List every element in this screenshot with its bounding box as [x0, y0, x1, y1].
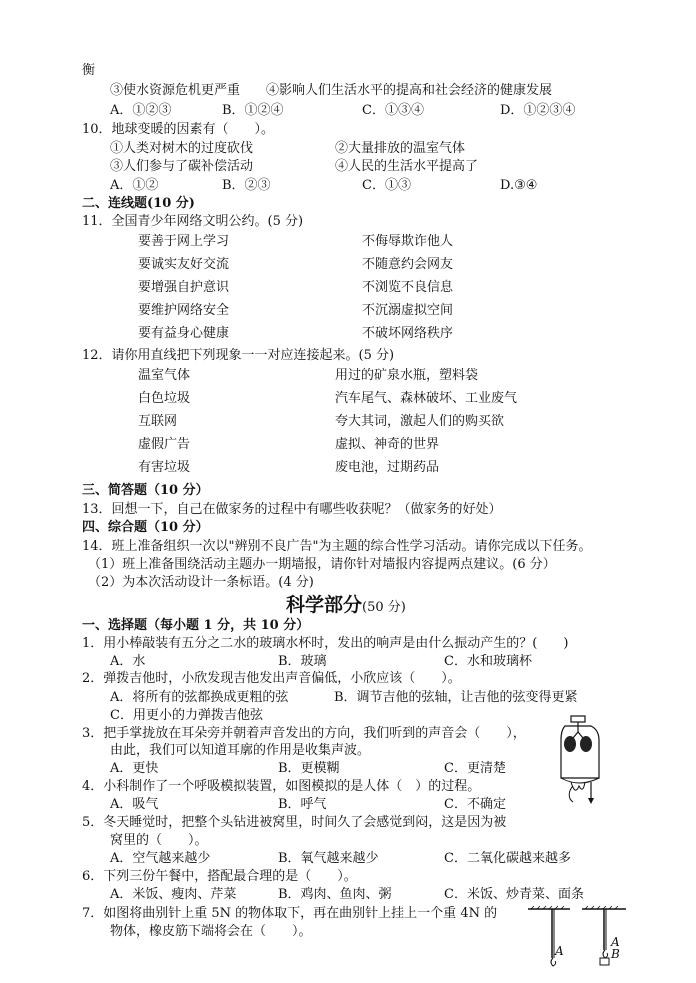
text-line: 衡 [82, 63, 96, 78]
science-title: 科学部分(50 分) [286, 594, 406, 616]
match-right: 汽车尾气、森林破坏、工业废气 [335, 391, 518, 406]
match-right: 不浏览不良信息 [362, 280, 454, 295]
question-6: 6．下列三份午餐中，搭配最合理的是（ ）。 [82, 869, 357, 884]
option-b: B．调节吉他的弦轴，让吉他的弦变得更紧 [334, 690, 578, 705]
question-7-cont: 物体，橡皮筋下端将会在（ ）。 [110, 924, 312, 939]
match-right: 不破坏网络秩序 [362, 326, 454, 341]
question-2: 2．弹拨吉他时，小欣发现吉他发出声音偏低，小欣应该（ ）。 [82, 671, 461, 686]
point-a-label: A [555, 944, 564, 958]
item: ③人们参与了碳补偿活动 [110, 159, 254, 174]
option-b: B．①②④ [222, 103, 284, 118]
option-a: A．更快 [110, 761, 159, 776]
match-right: 废电池，过期药品 [335, 460, 440, 475]
option-b: B．呼气 [278, 797, 327, 812]
match-left: 白色垃圾 [138, 391, 191, 406]
option-a: A．吸气 [110, 797, 159, 812]
match-left: 要增强自护意识 [138, 280, 230, 295]
option-c: C．①③ [362, 178, 411, 193]
option-c: C．更清楚 [444, 761, 506, 776]
option-b: B．氧气越来越少 [278, 851, 379, 866]
breathing-model-figure [555, 716, 605, 808]
sub-question: （1）班上准备围绕活动主题办一期墙报，请你针对墙报内容提两点建议。(6 分） [88, 557, 556, 572]
match-left: 要有益身心健康 [138, 326, 230, 341]
question-12: 12．请你用直线把下列现象一一对应连接起来。(5 分) [82, 348, 395, 363]
sub-question: （2）为本次活动设计一条标语。(4 分) [88, 575, 314, 590]
question-7: 7．如图将曲别针上重 5N 的物体取下，再在曲别针上挂上一个重 4N 的 [82, 906, 498, 921]
match-right: 不随意约会网友 [362, 257, 454, 272]
option-a: A．米饭、瘦肉、芹菜 [110, 887, 237, 902]
option-b: B．更模糊 [278, 761, 340, 776]
option-a: A．①② [110, 178, 159, 193]
match-left: 互联网 [138, 414, 178, 429]
match-left: 虚假广告 [138, 437, 191, 452]
match-left: 要善于网上学习 [138, 234, 230, 249]
match-right: 虚拟、神奇的世界 [335, 437, 440, 452]
option-c: C．二氧化碳越来越多 [444, 851, 571, 866]
option-a: A．将所有的弦都换成更粗的弦 [110, 690, 289, 705]
question-3: 3．把手掌拢放在耳朵旁并朝着声音发出的方向，我们听到的声音会（ ）， [82, 726, 526, 741]
option-b: B．②③ [222, 178, 271, 193]
item: ④人民的生活水平提高了 [335, 159, 479, 174]
section-heading: 三、简答题（10 分） [82, 483, 209, 498]
option-c: C．①③④ [362, 103, 424, 118]
item: ①人类对树木的过度砍伐 [110, 141, 254, 156]
option-b: B．玻璃 [278, 654, 327, 669]
option-a: A．①②③ [110, 103, 172, 118]
question-13: 13．回想一下，自己在做家务的过程中有哪些收获呢？（做家务的好处） [82, 502, 502, 517]
question-5: 5．冬天睡觉时，把整个头钻进被窝里，时间久了会感觉到闷，这是因为被 [82, 815, 507, 830]
match-right: 用过的矿泉水瓶，塑料袋 [335, 368, 479, 383]
question-14: 14．班上准备组织一次以"辨别不良广告"为主题的综合性学习活动。请你完成以下任务。 [82, 539, 592, 554]
question-4: 4．小科制作了一个呼吸模拟装置，如图模拟的是人体（ ）的过程。 [82, 779, 481, 794]
option-c: C．米饭、炒青菜、面条 [444, 887, 584, 902]
section-heading: 二、连线题(10 分) [82, 196, 195, 211]
match-left: 要诚实友好交流 [138, 257, 230, 272]
match-left: 温室气体 [138, 368, 191, 383]
option-c: C．水和玻璃杯 [444, 654, 532, 669]
section-heading: 四、综合题（10 分） [82, 520, 209, 535]
option-line: ③使水资源危机更严重 ④影响人们生活水平的提高和社会经济的健康发展 [110, 83, 553, 98]
question-1: 1．用小棒敲装有五分之二水的玻璃水杯时，发出的响声是由什么振动产生的？( ) [82, 636, 569, 651]
option-c: C．不确定 [444, 797, 506, 812]
option-d: D.③④ [500, 178, 538, 193]
question-11: 11．全国青少年网络文明公约。(5 分) [82, 214, 304, 229]
match-right: 夸大其词，激起人们的购买欲 [335, 414, 505, 429]
item: ②大量排放的温室气体 [335, 141, 466, 156]
option-b: B．鸡肉、鱼肉、粥 [278, 887, 392, 902]
point-b-label: B [611, 947, 620, 961]
option-d: D．①②③④ [500, 103, 576, 118]
match-right: 不沉溺虚拟空间 [362, 303, 454, 318]
match-left: 要维护网络安全 [138, 303, 230, 318]
question-5-cont: 窝里的（ ）。 [110, 833, 208, 848]
match-right: 不侮辱欺诈他人 [362, 234, 454, 249]
match-left: 有害垃圾 [138, 460, 191, 475]
question-10: 10．地球变暖的因素有（ ）。 [82, 122, 275, 137]
option-a: A．水 [110, 654, 146, 669]
question-3-cont: 由此，我们可以知道耳廓的作用是收集声波。 [110, 743, 371, 758]
option-c: C．用更小的力弹拨吉他弦 [110, 708, 263, 723]
point-a-label: A [611, 935, 620, 949]
option-a: A．空气越来越少 [110, 851, 211, 866]
section-heading: 一、选择题（每小题 1 分，共 10 分） [82, 618, 310, 633]
